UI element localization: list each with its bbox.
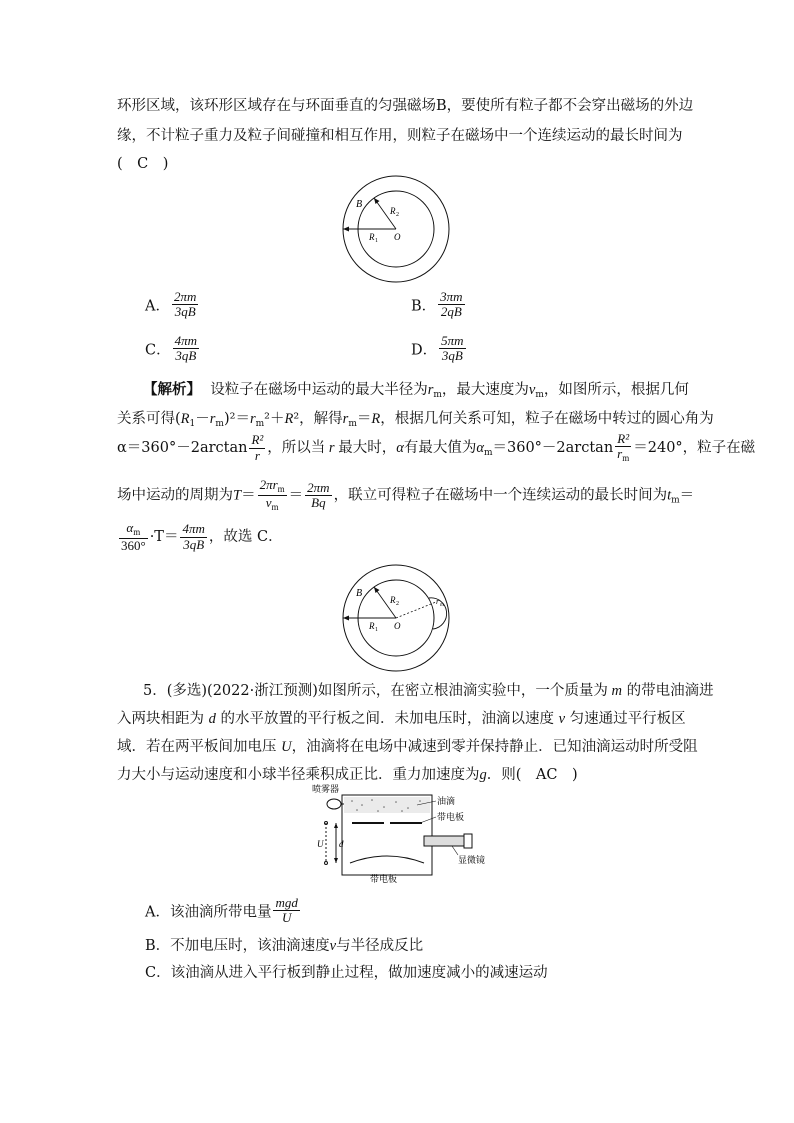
analysis-text: 场中运动的周期为 xyxy=(117,487,233,504)
analysis-text: ＝ xyxy=(241,487,256,504)
option-a-label: A． xyxy=(145,298,170,315)
option-c-label: C． xyxy=(145,342,171,359)
analysis-text: ，如图所示，根据几何 xyxy=(543,382,689,398)
fig1-label-B: B xyxy=(356,199,363,210)
q5-text: 力大小与运动速度和小球半径乘积成正比．重力加速度为 xyxy=(117,767,480,783)
frac-den: 360° xyxy=(121,537,146,553)
option-a-den: U xyxy=(281,910,292,926)
var-d: d xyxy=(208,711,216,727)
frac-den: r xyxy=(617,446,623,462)
var-R: R xyxy=(180,411,190,427)
var-t: t xyxy=(667,487,672,504)
label-plate-bottom: 带电板 xyxy=(370,874,398,883)
fig1-label-R1-sub: 1 xyxy=(375,238,378,244)
q5-text: ，油滴将在电场中减速到零并保持静止．已知油滴运动时所受阻 xyxy=(291,739,698,755)
fig1-label-R1: R xyxy=(369,232,375,242)
analysis-text: 设粒子在磁场中运动的最大半径为 xyxy=(210,382,428,398)
fig2-label-R2: R xyxy=(390,595,396,605)
option-d-label: D． xyxy=(411,342,438,359)
q4-option-c[interactable] xyxy=(145,334,201,364)
q5-line4 xyxy=(117,763,578,784)
q5-text: 的带电油滴进 xyxy=(626,683,714,699)
var-alpha: α xyxy=(476,440,484,457)
q5-line3 xyxy=(117,735,698,756)
analysis-text: ，联立可得粒子在磁场中一个连续运动的最长时间为 xyxy=(333,487,668,504)
analysis-tag: 【解析】 xyxy=(143,381,201,398)
var-U: U xyxy=(281,739,292,755)
q4-line1: 环形区域，该环形区域存在与环面垂直的匀强磁场B，要使所有粒子都不会穿出磁场的外边 xyxy=(117,98,694,114)
option-a-num: mgd xyxy=(275,895,298,910)
analysis-line5: $\frac{\alpha_m}{360^\circ}$ ·T＝ $\frac{4\pi m}{3qB}$ ，故选 C． xyxy=(121,520,283,553)
q5-line1 xyxy=(143,679,714,700)
sub-m: m xyxy=(535,390,544,400)
analysis-text: ，最大速度为 xyxy=(441,382,529,398)
sub-m: m xyxy=(433,390,442,400)
option-b-text: 与半径成反比 xyxy=(336,938,424,954)
frac-num: R² xyxy=(251,432,264,448)
option-c-num: 4πm xyxy=(174,333,198,348)
q5-text: ．则( AC ) xyxy=(486,767,578,783)
var-r: r xyxy=(249,411,256,427)
fig2-label-R2-sub: 2 xyxy=(396,601,399,607)
label-plate-top: 带电板 xyxy=(437,812,465,822)
analysis-line3: α＝360°－2arctan $\frac{\text{R²}}{r}$ ，所以当 r 最大时，α有最大值为$\alpha_m=360^\circ-2\arctan$ $\frac{\text{R²}}{r_m}$ ＝240°，粒子在磁 xyxy=(117,431,756,464)
analysis-text: ＝360°－2arctan xyxy=(492,440,614,457)
fig2-label-R1-sub: 1 xyxy=(375,627,378,633)
var-v: v xyxy=(528,382,536,398)
var-r: r xyxy=(427,382,434,398)
analysis-line4: 场中运动的周期为T＝ $\frac{2\pi r_m}{v_m}$ ＝ $\frac{2\pi m}{Bq}$ ，联立可得粒子在磁场中一个连续运动的最长时间为$t_m=$ xyxy=(117,477,695,512)
q4-figure-1 xyxy=(341,174,451,284)
option-b-text: B．不加电压时，该油滴速度 xyxy=(145,938,330,954)
label-d: d xyxy=(339,839,344,849)
label-U: U xyxy=(317,839,324,849)
fig1-label-R2: R xyxy=(390,206,396,216)
option-d-num: 5πm xyxy=(441,333,464,348)
var-v: v xyxy=(558,711,566,727)
q5-text: 入两块相距为 xyxy=(117,711,204,727)
analysis-text: 关系可得( xyxy=(117,411,181,427)
q5-option-a[interactable] xyxy=(145,896,302,926)
q4-line2: 缘，不计粒子重力及粒子间碰撞和相互作用，则粒子在磁场中一个连续运动的最长时间为 xyxy=(117,128,683,144)
frac-num: 2πr xyxy=(259,477,278,492)
fig2-label-rm-sub: m xyxy=(440,603,444,608)
analysis-text: ²，解得 xyxy=(293,411,343,427)
analysis-text: 最大时， xyxy=(338,440,397,457)
var-r: r xyxy=(342,411,349,427)
frac-den: Bq xyxy=(311,494,326,510)
sub-m: m xyxy=(483,448,493,459)
analysis-text: ，故选 C． xyxy=(208,529,283,546)
analysis-text: ²＋ xyxy=(264,411,285,427)
label-microscope: 显微镜 xyxy=(458,855,486,865)
sub-m: m xyxy=(255,419,265,429)
frac-num: 4πm xyxy=(182,521,205,537)
q4-figure-2 xyxy=(341,563,453,673)
fig2-label-R1: R xyxy=(369,621,375,631)
fig2-label-O: O xyxy=(394,621,401,631)
analysis-text: 有最大值为 xyxy=(403,440,477,457)
var-R: R xyxy=(284,411,294,427)
analysis-line2: 关系可得$(R_1-r_m)^2=r_m^2+R^2$，解得$r_m=R$，根据几何关系可知，粒子在磁场中转过的圆心角为 xyxy=(117,411,714,429)
q5-text: 的水平放置的平行板之间．未加电压时，油滴以速度 xyxy=(220,711,554,727)
option-d-den: 3qB xyxy=(441,348,463,364)
q5-option-b[interactable] xyxy=(145,934,423,955)
q4-option-d[interactable] xyxy=(411,334,468,364)
analysis-text: ＝240°，粒子在磁 xyxy=(633,440,756,457)
sub-m: m xyxy=(671,495,680,506)
q4-answer: ( C ) xyxy=(117,156,169,172)
sub-m: m xyxy=(348,419,357,429)
option-a-num: 2πm xyxy=(173,289,197,304)
analysis-text: ，根据几何关系可知，粒子在磁场中转过的圆心角为 xyxy=(380,411,714,427)
label-droplet: 油滴 xyxy=(437,796,456,806)
fig2-label-rm: r xyxy=(436,597,440,606)
frac-num: α xyxy=(126,520,134,535)
q4-option-b[interactable] xyxy=(411,290,467,320)
analysis-text: － xyxy=(195,411,210,427)
var-T: T xyxy=(233,487,242,504)
var-r: r xyxy=(209,411,216,427)
fig1-label-O: O xyxy=(394,232,401,242)
var-m: m xyxy=(611,683,622,699)
q5-figure-millikan xyxy=(312,783,498,883)
var-R: R xyxy=(371,411,381,427)
q5-text: 5．(多选)(2022·浙江预测)如图所示，在密立根油滴实验中，一个质量为 xyxy=(143,683,608,699)
option-b-den: 2qB xyxy=(440,304,462,320)
option-b-num: 3πm xyxy=(440,289,463,304)
analysis-line1 xyxy=(143,378,689,400)
var-v: v xyxy=(329,938,337,954)
analysis-text: ＝ xyxy=(288,487,304,504)
analysis-text: ·T＝ xyxy=(149,529,179,546)
q4-option-a[interactable] xyxy=(145,290,200,320)
q5-option-c[interactable]: C．该油滴从进入平行板到静止过程，做加速度减小的减速运动 xyxy=(145,965,548,981)
option-b-label: B． xyxy=(411,298,437,315)
frac-num: R² xyxy=(615,432,631,447)
frac-den: r xyxy=(254,447,260,463)
frac-den: 3qB xyxy=(183,536,205,552)
label-sprayer: 喷雾器 xyxy=(312,784,340,794)
q5-line2 xyxy=(117,707,686,728)
analysis-text: ，所以当 xyxy=(267,440,326,457)
var-g: g xyxy=(479,767,487,783)
fig2-label-B: B xyxy=(356,588,363,599)
q5-text: 匀速通过平行板区 xyxy=(569,711,686,727)
option-a-den: 3qB xyxy=(174,304,196,320)
q5-text: 域．若在两平板间加电压 xyxy=(117,739,277,755)
sub-m: m xyxy=(215,419,224,429)
analysis-text: ＝ xyxy=(356,411,372,427)
option-c-den: 3qB xyxy=(175,348,197,364)
frac-num: 2πm xyxy=(307,479,330,495)
analysis-text: α＝360°－2arctan xyxy=(117,440,248,457)
analysis-text: )²＝ xyxy=(223,411,250,427)
option-a-text: A．该油滴所带电量 xyxy=(145,904,272,921)
var-alpha: α xyxy=(396,440,404,457)
frac-den: v xyxy=(265,494,272,510)
fig1-label-R2-sub: 2 xyxy=(396,212,399,218)
